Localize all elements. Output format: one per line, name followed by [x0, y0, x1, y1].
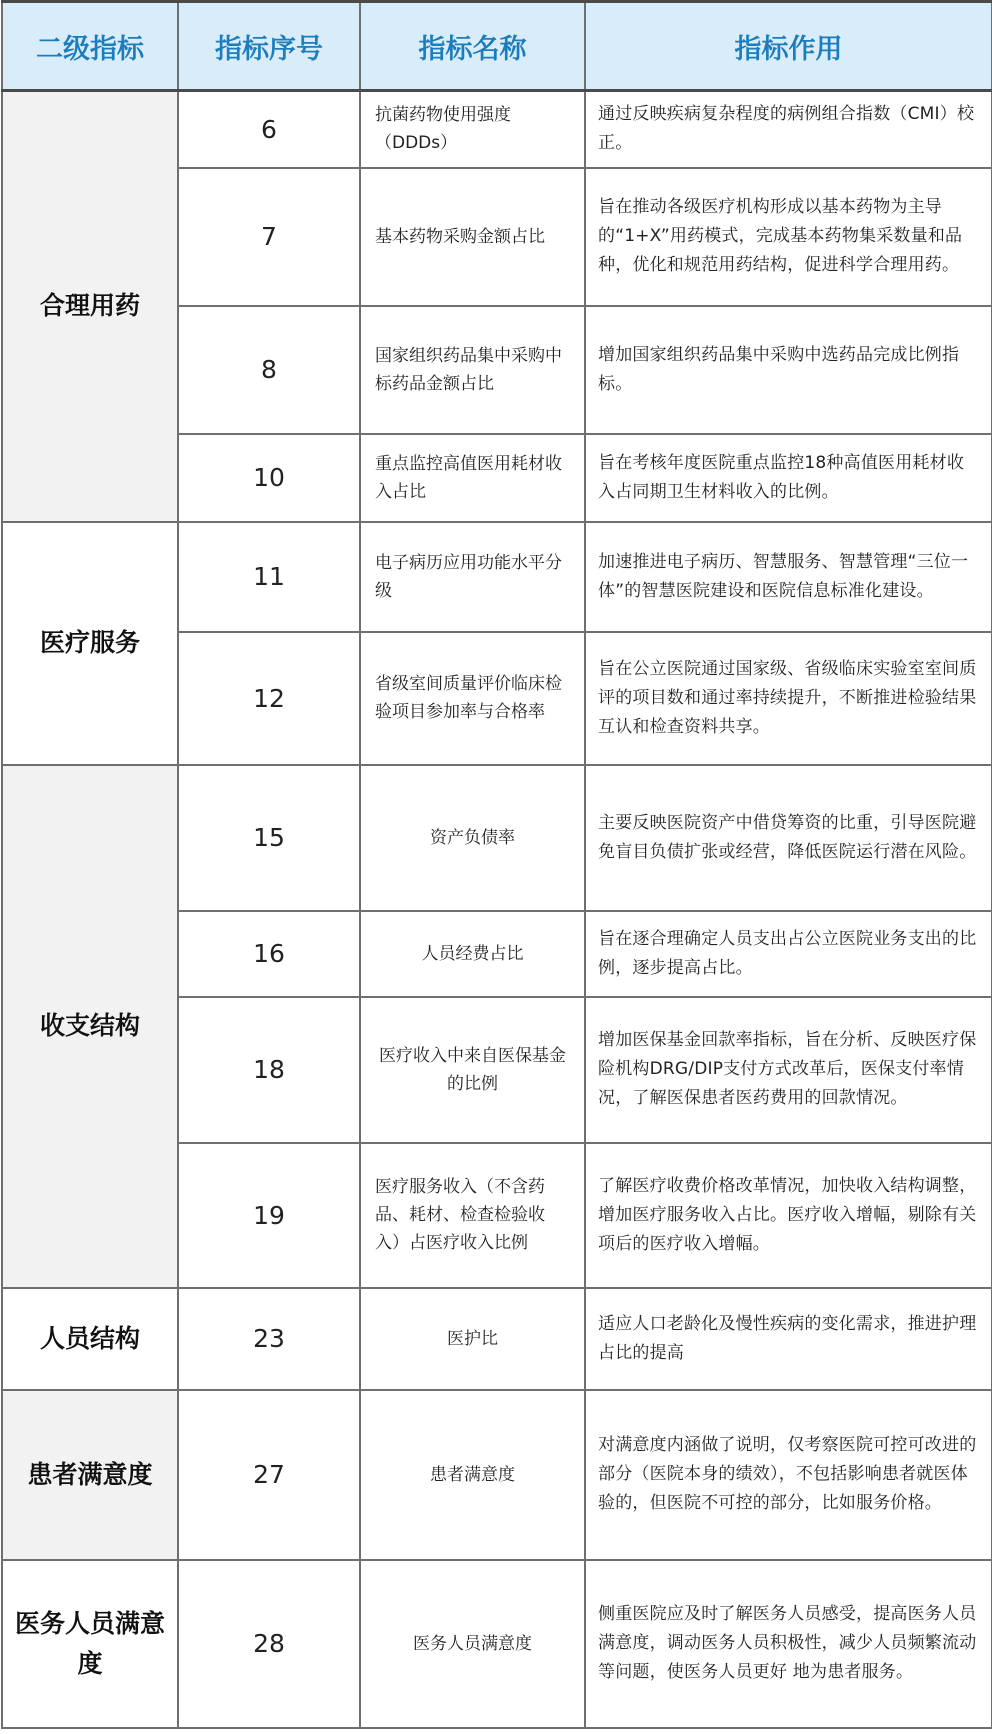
- indicator-number: 11: [178, 522, 360, 632]
- group-label: 医务人员满意度: [2, 1560, 178, 1728]
- group-label: 合理用药: [2, 91, 178, 522]
- indicator-number: 28: [178, 1560, 360, 1728]
- indicator-purpose: 侧重医院应及时了解医务人员感受，提高医务人员满意度，调动医务人员积极性，减少人员频繁流动等问题，使医务人员更好 地为患者服务。: [585, 1560, 992, 1728]
- indicator-purpose: 通过反映疾病复杂程度的病例组合指数（CMI）校正。: [585, 91, 992, 168]
- indicator-table: [1, 0, 992, 1729]
- indicator-name: 重点监控高值医用耗材收入占比: [360, 434, 585, 522]
- table-row: [2, 765, 992, 911]
- indicator-purpose: 对满意度内涵做了说明，仅考察医院可控可改进的部分（医院本身的绩效），不包括影响患者就医体验的，但医院不可控的部分，比如服务价格。: [585, 1390, 992, 1560]
- table-row: [2, 522, 992, 632]
- indicator-purpose: 增加医保基金回款率指标，旨在分析、反映医疗保险机构DRG/DIP支付方式改革后，医保支付率情况，了解医保患者医药费用的回款情况。: [585, 997, 992, 1143]
- indicator-number: 16: [178, 911, 360, 997]
- indicator-purpose: 旨在公立医院通过国家级、省级临床实验室室间质评的项目数和通过率持续提升，不断推进检验结果互认和检查资料共享。: [585, 632, 992, 765]
- group-label: 收支结构: [2, 765, 178, 1288]
- indicator-name: 医疗收入中来自医保基金的比例: [360, 997, 585, 1143]
- indicator-name: 国家组织药品集中采购中标药品金额占比: [360, 306, 585, 434]
- indicator-number: 6: [178, 91, 360, 168]
- indicator-purpose: 旨在逐合理确定人员支出占公立医院业务支出的比例，逐步提高占比。: [585, 911, 992, 997]
- indicator-purpose: 了解医疗收费价格改革情况，加快收入结构调整，增加医疗服务收入占比。医疗收入增幅，剔除有关项后的医疗收入增幅。: [585, 1143, 992, 1288]
- table-row: [2, 1390, 992, 1560]
- indicator-number: 27: [178, 1390, 360, 1560]
- header-indicator-name: 指标名称: [360, 2, 585, 91]
- indicator-purpose: 旨在推动各级医疗机构形成以基本药物为主导的“1+X”用药模式，完成基本药物集采数量和品种，优化和规范用药结构，促进科学合理用药。: [585, 168, 992, 306]
- group-label: 患者满意度: [2, 1390, 178, 1560]
- indicator-number: 12: [178, 632, 360, 765]
- indicator-name: 资产负债率: [360, 765, 585, 911]
- indicator-name: 医务人员满意度: [360, 1560, 585, 1728]
- table-row: [2, 91, 992, 168]
- indicator-name: 患者满意度: [360, 1390, 585, 1560]
- indicator-purpose: 增加国家组织药品集中采购中选药品完成比例指标。: [585, 306, 992, 434]
- indicator-name: 电子病历应用功能水平分级: [360, 522, 585, 632]
- indicator-name: 医护比: [360, 1288, 585, 1390]
- indicator-name: 基本药物采购金额占比: [360, 168, 585, 306]
- indicator-purpose: 主要反映医院资产中借贷筹资的比重，引导医院避免盲目负债扩张或经营，降低医院运行潜在风险。: [585, 765, 992, 911]
- indicator-purpose: 加速推进电子病历、智慧服务、智慧管理“三位一体”的智慧医院建设和医院信息标准化建设。: [585, 522, 992, 632]
- table-row: [2, 1288, 992, 1390]
- indicator-number: 8: [178, 306, 360, 434]
- indicator-number: 10: [178, 434, 360, 522]
- header-indicator-purpose: 指标作用: [585, 2, 992, 91]
- group-label: 医疗服务: [2, 522, 178, 765]
- header-row: [2, 2, 992, 91]
- indicator-number: 23: [178, 1288, 360, 1390]
- header-secondary-indicator: 二级指标: [2, 2, 178, 91]
- indicator-purpose: 旨在考核年度医院重点监控18种高值医用耗材收入占同期卫生材料收入的比例。: [585, 434, 992, 522]
- header-indicator-number: 指标序号: [178, 2, 360, 91]
- indicator-purpose: 适应人口老龄化及慢性疾病的变化需求，推进护理占比的提高: [585, 1288, 992, 1390]
- indicator-number: 19: [178, 1143, 360, 1288]
- indicator-name: 医疗服务收入（不含药品、耗材、检查检验收入）占医疗收入比例: [360, 1143, 585, 1288]
- indicator-name: 人员经费占比: [360, 911, 585, 997]
- indicator-name: 省级室间质量评价临床检验项目参加率与合格率: [360, 632, 585, 765]
- table-row: [2, 1560, 992, 1728]
- indicator-name: 抗菌药物使用强度（DDDs）: [360, 91, 585, 168]
- group-label: 人员结构: [2, 1288, 178, 1390]
- indicator-number: 18: [178, 997, 360, 1143]
- indicator-number: 7: [178, 168, 360, 306]
- indicator-number: 15: [178, 765, 360, 911]
